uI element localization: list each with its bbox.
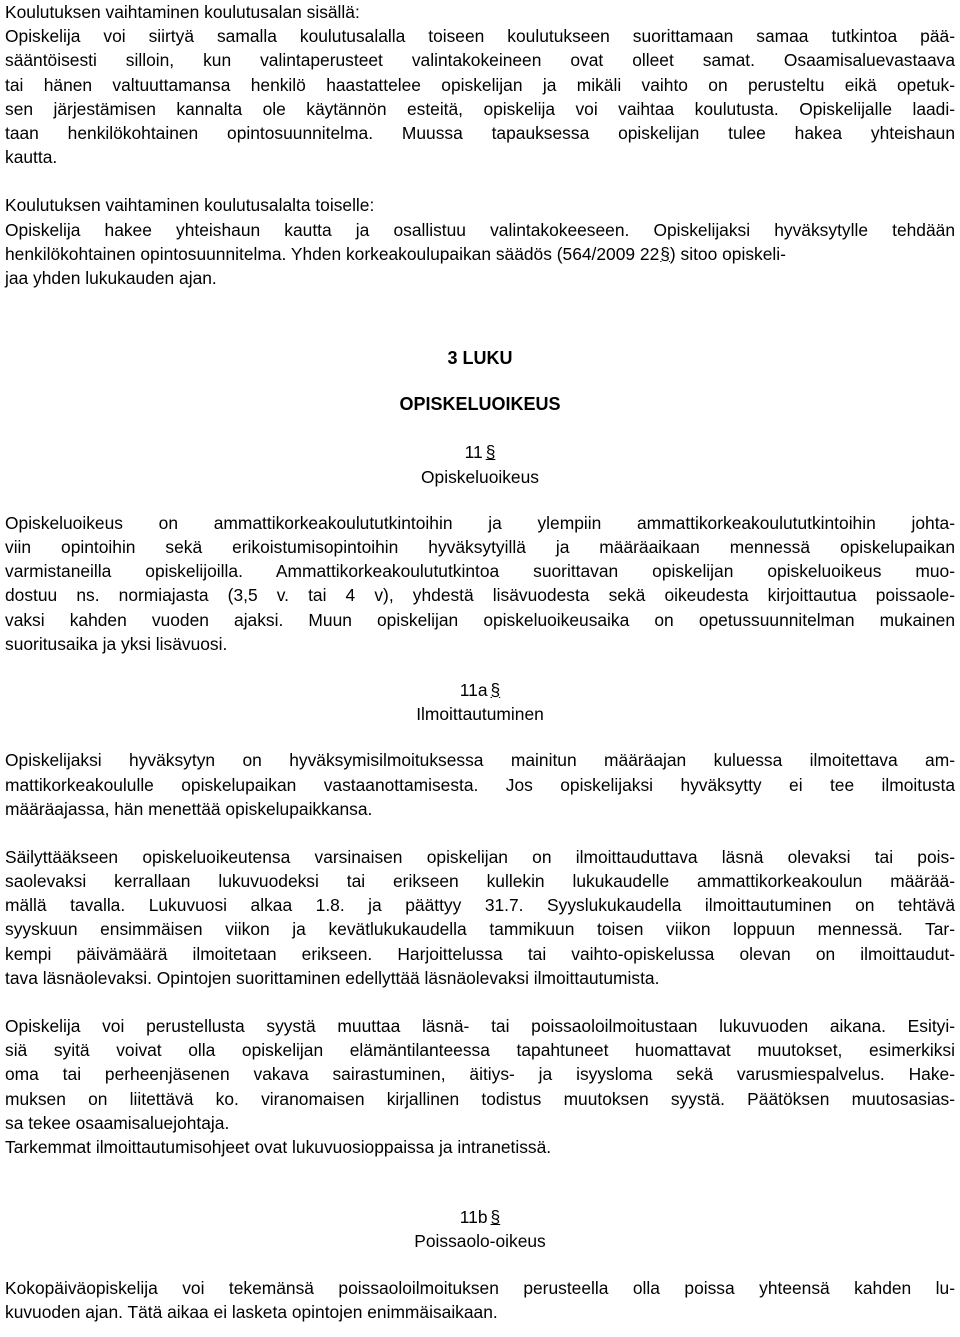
section-11-paragraph <box>5 511 955 656</box>
paragraph-line-with-sign <box>5 242 955 266</box>
section-11-number <box>5 440 955 464</box>
paragraph-line-text: henkilökohtainen opintosuunnitelma. Yhden korkeakoulupaikan säädös (564/2009 22 <box>5 243 660 264</box>
section-11b-paragraph <box>5 1276 955 1324</box>
section-11a-paragraph-2 <box>5 845 955 990</box>
paragraph-line: vaksi kahden vuoden ajaksi. Muun opiskelijan opiskeluoikeusaika on opetussuunnitelman mukainen <box>5 609 955 630</box>
section-11-title: Opiskeluoikeus <box>421 466 539 487</box>
intro-heading-2: Koulutuksen vaihtaminen koulutusalalta toiselle: <box>5 195 375 216</box>
paragraph-line: taan henkilökohtainen opintosuunnitelma. Muussa tapauksessa opiskelijan tulee hakea yhteishaun <box>5 122 955 143</box>
paragraph-line: siä syitä voivat olla opiskelijan elämäntilanteessa tapahtuneet huomattavat muutokset, esimerkiksi <box>5 1040 955 1061</box>
paragraph-line: tai hänen valtuuttamansa henkilö haastattelee opiskelijan ja mikäli vaihto on perusteltu eikä opetuk- <box>5 74 955 95</box>
section-sign: § <box>660 243 670 264</box>
paragraph-line: Tarkemmat ilmoittautumisohjeet ovat lukuvuosioppaissa ja intranetissä. <box>5 1136 552 1157</box>
chapter-title: OPISKELUOIKEUS <box>399 394 561 415</box>
section-11a-paragraph-3 <box>5 1014 955 1159</box>
intro-paragraph-2 <box>5 218 955 291</box>
chapter-number: 3 LUKU <box>447 348 513 369</box>
section-number-text: 11a <box>459 679 488 700</box>
section-11a-paragraph-1 <box>5 748 955 821</box>
paragraph-line: sa tekee osaamisaluejohtaja. <box>5 1112 230 1133</box>
section-11a-title: Ilmoittautuminen <box>416 704 544 725</box>
section-number-text: 11b <box>459 1207 488 1228</box>
paragraph-line: kempi päivämäärä ilmoitetaan erikseen. Harjoittelussa tai vaihto-opiskelussa olevan on ilmoittaudut- <box>5 943 955 964</box>
paragraph-line: määräajassa, hän menettää opiskelupaikkansa. <box>5 798 373 819</box>
paragraph-line: Säilyttääkseen opiskeluoikeutensa varsinaisen opiskelijan on ilmoittauduttava läsnä olevaksi tai pois- <box>5 846 955 867</box>
paragraph-line: jaa yhden lukukauden ajan. <box>5 267 217 288</box>
document-page <box>5 0 955 1324</box>
section-11b-title: Poissaolo-oikeus <box>414 1231 546 1252</box>
section-sign: § <box>490 1207 501 1228</box>
paragraph-line: tava läsnäolevaksi. Opintojen suorittaminen edellyttää läsnäolevaksi ilmoittautumista. <box>5 967 660 988</box>
section-sign: § <box>490 679 501 700</box>
section-11a-number <box>5 678 955 702</box>
intro-paragraph-1 <box>5 24 955 169</box>
paragraph-line: dostuu ns. normiajasta (3,5 v. tai 4 v), yhdestä lisävuodesta sekä oikeudesta kirjoittautua poissaole- <box>5 585 955 606</box>
section-11b-number <box>5 1205 955 1229</box>
paragraph-line: Opiskelijaksi hyväksytyn on hyväksymisilmoituksessa mainitun määräajan kuluessa ilmoitettava am- <box>5 750 955 771</box>
paragraph-line: Opiskelija voi siirtyä samalla koulutusalalla toiseen koulutukseen suorittamaan samaa tutkintoa pää- <box>5 26 955 47</box>
paragraph-line: suoritusaika ja yksi lisävuosi. <box>5 633 228 654</box>
paragraph-line: kuvuoden ajan. Tätä aikaa ei lasketa opintojen enimmäisaikaan. <box>5 1301 498 1322</box>
paragraph-line: Opiskelija hakee yhteishaun kautta ja osallistuu valintakokeeseen. Opiskelijaksi hyväksytylle tehdään <box>5 219 955 240</box>
paragraph-line: saolevaksi kerrallaan lukuvuodeksi tai erikseen kullekin lukukaudelle ammattikorkeakoulun määrää- <box>5 871 955 892</box>
paragraph-line: varmistaneilla opiskelijoilla. Ammattikorkeakoulututkintoa suorittavan opiskelijan opiskeluoikeus muo- <box>5 561 955 582</box>
paragraph-line: sen järjestämisen kannalta ole käytännön esteitä, opiskelija voi vaihtaa koulutusta. Opiskelijalle laadi- <box>5 98 955 119</box>
paragraph-line: Opiskelija voi perustellusta syystä muuttaa läsnä- tai poissaoloilmoitustaan lukuvuoden aikana. Esityi- <box>5 1016 955 1036</box>
paragraph-line: Opiskeluoikeus on ammattikorkeakoulututkintoihin ja ylempiin ammattikorkeakoulututkintoihin johta- <box>5 512 955 533</box>
intro-heading-1: Koulutuksen vaihtaminen koulutusalan sisällä: <box>5 2 360 22</box>
paragraph-line: kautta. <box>5 147 58 168</box>
paragraph-line: oma tai perheenjäsenen vakava sairastuminen, äitiys- ja isyysloma sekä varusmiespalvelus. Hake- <box>5 1064 955 1085</box>
paragraph-line: mattikorkeakoululle opiskelupaikan vastaanottamisesta. Jos opiskelijaksi hyväksytty ei tee ilmoitusta <box>5 774 955 795</box>
paragraph-line: viin opintoihin sekä erikoistumisopintoihin hyväksytyillä ja määräaikaan mennessä opiskelupaikan <box>5 537 955 557</box>
section-sign: § <box>485 442 496 463</box>
paragraph-line: mällä tavalla. Lukuvuosi alkaa 1.8. ja päättyy 31.7. Syyslukukaudella ilmoittautuminen on tehtävä <box>5 895 955 916</box>
paragraph-line: sääntöisesti silloin, kun valintaperusteet valintakokeineen ovat olleet samat. Osaamisaluevastaava <box>5 50 955 71</box>
paragraph-line: Kokopäiväopiskelija voi tekemänsä poissaoloilmoituksen perusteella olla poissa yhteensä kahden lu- <box>5 1277 955 1298</box>
section-number-text: 11 <box>464 442 483 463</box>
paragraph-line-tail: ) sitoo opiskeli- <box>669 243 786 264</box>
paragraph-line: muksen on liitettävä ko. viranomaisen kirjallinen todistus muutoksen syystä. Päätöksen muutosasias- <box>5 1088 955 1109</box>
paragraph-line: syyskuun ensimmäisen viikon ja kevätlukukaudella tammikuun toisen viikon loppuun mennessä. Tar- <box>5 919 955 940</box>
